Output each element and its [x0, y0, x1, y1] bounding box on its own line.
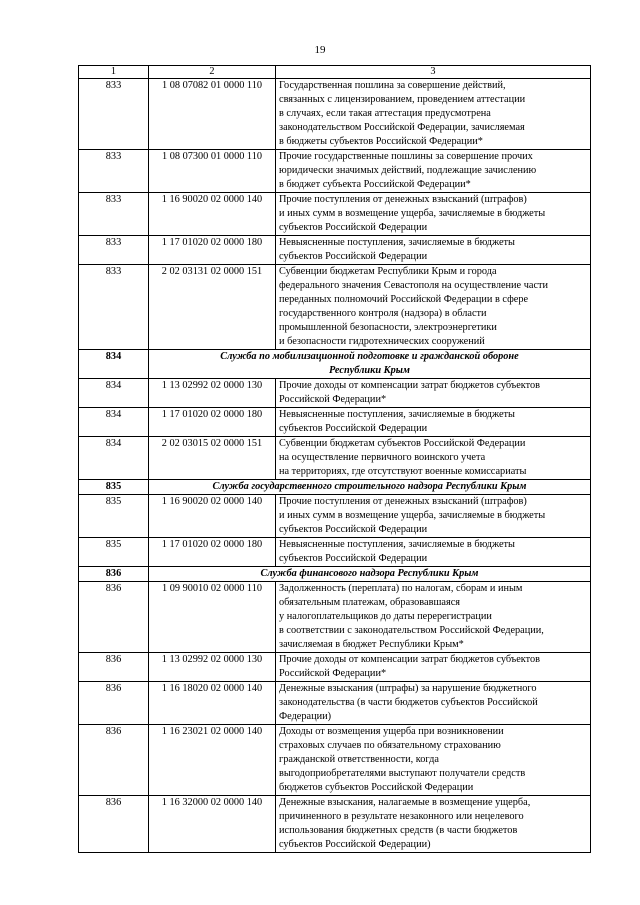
budget-classification-code: 1 16 90020 02 0000 140 — [149, 193, 276, 236]
table-row — [79, 725, 591, 796]
budget-classification-code: 2 02 03131 02 0000 151 — [149, 265, 276, 350]
section-title: Служба по мобилизационной подготовке и гражданской обороне Республики Крым — [149, 350, 591, 379]
table-row — [79, 538, 591, 567]
revenue-description: Денежные взыскания, налагаемые в возмещение ущерба, причиненного в результате незаконного или нецелевого использования бюджетных средств (в части бюджетов субъектов Российской Федерации) — [276, 796, 591, 853]
admin-code: 834 — [79, 350, 149, 379]
table-row — [79, 150, 591, 193]
column-header: 2 — [149, 66, 276, 79]
budget-classification-code: 1 08 07082 01 0000 110 — [149, 79, 276, 150]
section-title: Служба государственного строительного надзора Республики Крым — [149, 480, 591, 495]
admin-code: 836 — [79, 567, 149, 582]
budget-classification-code: 1 16 18020 02 0000 140 — [149, 682, 276, 725]
table-row — [79, 79, 591, 150]
section-header-row — [79, 350, 591, 379]
column-header: 3 — [276, 66, 591, 79]
budget-classification-code: 1 08 07300 01 0000 110 — [149, 150, 276, 193]
revenue-description: Субвенции бюджетам Республики Крым и города федерального значения Севастополя на осуществление части переданных полномочий Российской Федерации в сфере государственного контроля (надзора) в области промышленной безопасности, электроэнергетики и безопасности гидротехнических сооружений — [276, 265, 591, 350]
column-header: 1 — [79, 66, 149, 79]
revenue-description: Невыясненные поступления, зачисляемые в бюджеты субъектов Российской Федерации — [276, 408, 591, 437]
admin-code: 835 — [79, 538, 149, 567]
admin-code: 836 — [79, 653, 149, 682]
admin-code: 836 — [79, 725, 149, 796]
budget-classification-code: 1 17 01020 02 0000 180 — [149, 408, 276, 437]
table-row — [79, 379, 591, 408]
admin-code: 835 — [79, 495, 149, 538]
section-header-row — [79, 567, 591, 582]
revenue-description: Доходы от возмещения ущерба при возникновении страховых случаев по обязательному страхованию гражданской ответственности, когда выгодоприобретателями выступают получатели средств бюджетов субъектов Российской Федерации — [276, 725, 591, 796]
revenue-description: Невыясненные поступления, зачисляемые в бюджеты субъектов Российской Федерации — [276, 538, 591, 567]
admin-code: 833 — [79, 193, 149, 236]
admin-code: 836 — [79, 582, 149, 653]
page-number: 19 — [314, 44, 326, 56]
admin-code: 834 — [79, 379, 149, 408]
budget-classification-code: 1 09 90010 02 0000 110 — [149, 582, 276, 653]
revenue-description: Субвенции бюджетам субъектов Российской Федерации на осуществление первичного воинского учета на территориях, где отсутствуют военные комиссариаты — [276, 437, 591, 480]
revenue-description: Денежные взыскания (штрафы) за нарушение бюджетного законодательства (в части бюджетов субъектов Российской Федерации) — [276, 682, 591, 725]
table-row — [79, 582, 591, 653]
revenue-description: Прочие доходы от компенсации затрат бюджетов субъектов Российской Федерации* — [276, 379, 591, 408]
admin-code: 836 — [79, 796, 149, 853]
budget-classification-code: 2 02 03015 02 0000 151 — [149, 437, 276, 480]
revenue-description: Задолженность (переплата) по налогам, сборам и иным обязательным платежам, образовавшаяся у налогоплательщиков до даты перерегистрации в соответствии с законодательством Российской Федерации, зачисляемая в бюджет Республики Крым* — [276, 582, 591, 653]
budget-classification-code: 1 16 23021 02 0000 140 — [149, 725, 276, 796]
admin-code: 833 — [79, 236, 149, 265]
revenue-description: Государственная пошлина за совершение действий, связанных с лицензированием, проведением аттестации в случаях, если такая аттестация предусмотрена законодательством Российской Федерации, зачисляемая в бюджеты субъектов Российской Федерации* — [276, 79, 591, 150]
budget-classification-code: 1 17 01020 02 0000 180 — [149, 538, 276, 567]
table-row — [79, 682, 591, 725]
section-header-row — [79, 480, 591, 495]
table-row — [79, 495, 591, 538]
budget-classification-code: 1 16 90020 02 0000 140 — [149, 495, 276, 538]
revenue-description: Прочие поступления от денежных взысканий (штрафов) и иных сумм в возмещение ущерба, зачисляемые в бюджеты субъектов Российской Федерации — [276, 193, 591, 236]
section-title: Служба финансового надзора Республики Крым — [149, 567, 591, 582]
budget-classification-code: 1 13 02992 02 0000 130 — [149, 653, 276, 682]
revenue-table — [78, 65, 591, 853]
table-row — [79, 437, 591, 480]
budget-classification-code: 1 17 01020 02 0000 180 — [149, 236, 276, 265]
admin-code: 833 — [79, 150, 149, 193]
table-body — [79, 66, 591, 853]
table-header-row — [79, 66, 591, 79]
admin-code: 833 — [79, 265, 149, 350]
revenue-description: Прочие государственные пошлины за совершение прочих юридически значимых действий, подлежащие зачислению в бюджет субъекта Российской Федерации* — [276, 150, 591, 193]
table-row — [79, 653, 591, 682]
admin-code: 833 — [79, 79, 149, 150]
admin-code: 835 — [79, 480, 149, 495]
table-row — [79, 408, 591, 437]
budget-classification-code: 1 13 02992 02 0000 130 — [149, 379, 276, 408]
table-row — [79, 796, 591, 853]
table-row — [79, 265, 591, 350]
revenue-description: Невыясненные поступления, зачисляемые в бюджеты субъектов Российской Федерации — [276, 236, 591, 265]
admin-code: 834 — [79, 408, 149, 437]
admin-code: 836 — [79, 682, 149, 725]
revenue-description: Прочие доходы от компенсации затрат бюджетов субъектов Российской Федерации* — [276, 653, 591, 682]
revenue-description: Прочие поступления от денежных взысканий (штрафов) и иных сумм в возмещение ущерба, зачисляемые в бюджеты субъектов Российской Федерации — [276, 495, 591, 538]
admin-code: 834 — [79, 437, 149, 480]
table-row — [79, 193, 591, 236]
budget-classification-code: 1 16 32000 02 0000 140 — [149, 796, 276, 853]
table-row — [79, 236, 591, 265]
